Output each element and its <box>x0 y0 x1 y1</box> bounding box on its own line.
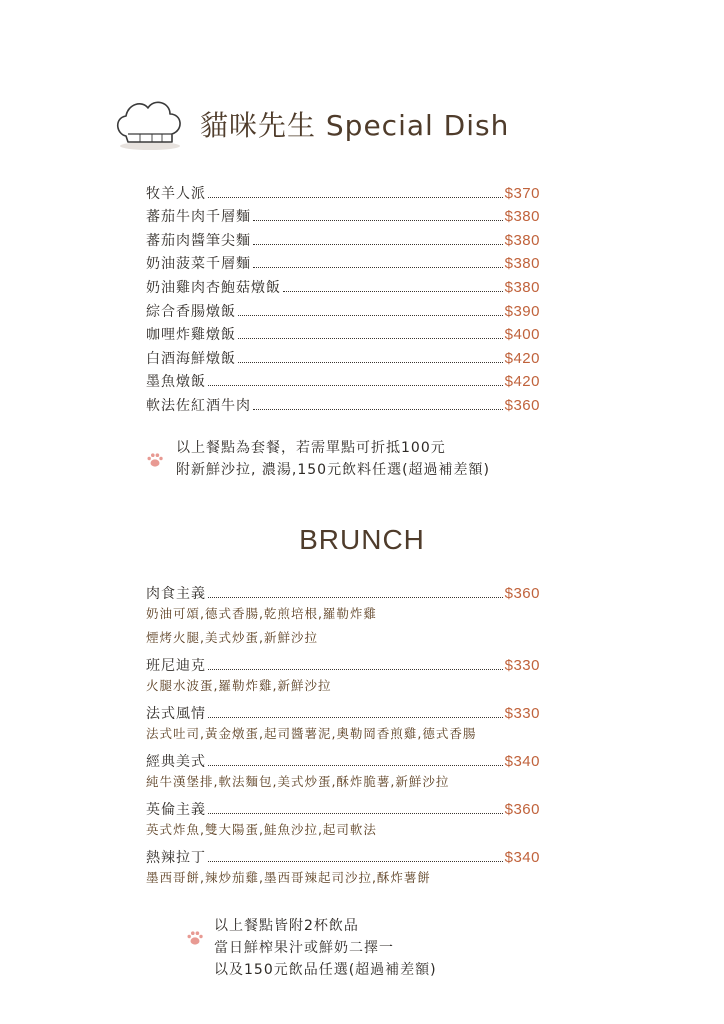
menu-item <box>146 320 540 344</box>
item-price: $380 <box>504 278 540 296</box>
leader-dots <box>253 219 503 221</box>
item-price: $380 <box>504 208 540 226</box>
menu-item <box>146 202 540 226</box>
item-price: $340 <box>504 752 540 770</box>
item-price: $370 <box>504 184 540 202</box>
item-price: $340 <box>504 848 540 866</box>
item-name: 蕃茄肉醬筆尖麵 <box>146 232 251 249</box>
leader-dots <box>208 860 503 862</box>
item-price: $330 <box>504 704 540 722</box>
menu-item <box>146 343 540 367</box>
leader-dots <box>283 290 503 292</box>
item-price: $420 <box>504 373 540 391</box>
special-title: 貓咪先生 Special Dish <box>200 109 510 142</box>
item-name: 牧羊人派 <box>146 185 206 202</box>
menu-item <box>146 578 540 602</box>
leader-dots <box>208 196 503 198</box>
item-description: 英式炸魚,雙大陽蛋,鮭魚沙拉,起司軟法 <box>146 821 377 837</box>
special-note-line1: 以上餐點為套餐，若需單點可折抵100元 <box>176 440 446 456</box>
leader-dots <box>253 408 503 410</box>
item-name: 墨魚燉飯 <box>146 374 206 391</box>
special-note-line2: 附新鮮沙拉, 濃湯,150元飲料任選(超過補差額) <box>176 462 490 478</box>
leader-dots <box>253 266 503 268</box>
item-price: $420 <box>504 349 540 367</box>
paw-icon <box>186 930 204 946</box>
item-name: 軟法佐紅酒牛肉 <box>146 397 251 414</box>
item-name: 肉食主義 <box>146 586 206 603</box>
item-description: 法式吐司,黃金燉蛋,起司醬薯泥,奧勒岡香煎雞,德式香腸 <box>146 725 477 741</box>
menu-item <box>146 650 540 674</box>
brunch-menu-list <box>146 578 540 890</box>
menu-item <box>146 249 540 273</box>
item-name: 奶油雞肉杏鮑菇燉飯 <box>146 279 281 296</box>
menu-item <box>146 296 540 320</box>
item-name: 綜合香腸燉飯 <box>146 303 236 320</box>
item-name: 班尼迪克 <box>146 657 206 674</box>
item-price: $390 <box>504 302 540 320</box>
menu-item <box>146 272 540 296</box>
item-name: 經典美式 <box>146 753 206 770</box>
chef-hat-icon <box>112 96 186 150</box>
brunch-note-line3: 以及150元飲品任選(超過補差額) <box>214 962 437 978</box>
item-description: 煙烤火腿,美式炒蛋,新鮮沙拉 <box>146 629 318 645</box>
item-name: 英倫主義 <box>146 801 206 818</box>
leader-dots <box>208 384 503 386</box>
brunch-note-line1: 以上餐點皆附2杯飲品 <box>214 918 359 934</box>
leader-dots <box>208 764 503 766</box>
menu-item <box>146 225 540 249</box>
item-description: 墨西哥餅,辣炒茄雞,墨西哥辣起司沙拉,酥炸薯餅 <box>146 869 431 885</box>
item-price: $360 <box>504 585 540 603</box>
leader-dots <box>208 812 503 814</box>
menu-item <box>146 746 540 770</box>
leader-dots <box>208 596 503 598</box>
menu-item <box>146 794 540 818</box>
leader-dots <box>238 337 503 339</box>
leader-dots <box>238 314 503 316</box>
item-price: $400 <box>504 326 540 344</box>
menu-item <box>146 178 540 202</box>
item-name: 蕃茄牛肉千層麵 <box>146 209 251 226</box>
item-description: 奶油可頌,德式香腸,乾煎培根,羅勒炸雞 <box>146 606 377 622</box>
paw-icon <box>146 452 164 468</box>
item-name: 奶油菠菜千層麵 <box>146 256 251 273</box>
leader-dots <box>253 243 503 245</box>
leader-dots <box>238 361 503 363</box>
item-price: $360 <box>504 800 540 818</box>
item-name: 法式風情 <box>146 705 206 722</box>
item-name: 白酒海鮮燉飯 <box>146 350 236 367</box>
menu-item <box>146 390 540 414</box>
special-menu-list <box>146 178 540 414</box>
item-price: $380 <box>504 231 540 249</box>
item-description: 火腿水波蛋,羅勒炸雞,新鮮沙拉 <box>146 677 332 693</box>
item-name: 熱辣拉丁 <box>146 849 206 866</box>
item-name: 咖哩炸雞燉飯 <box>146 327 236 344</box>
menu-item <box>146 842 540 866</box>
menu-item <box>146 367 540 391</box>
brunch-note-line2: 當日鮮榨果汁或鮮奶二擇一 <box>214 940 394 956</box>
leader-dots <box>208 716 503 718</box>
item-price: $380 <box>504 255 540 273</box>
brunch-title: BRUNCH <box>299 524 425 555</box>
menu-item <box>146 698 540 722</box>
item-description: 純牛漢堡排,軟法麵包,美式炒蛋,酥炸脆薯,新鮮沙拉 <box>146 773 450 789</box>
leader-dots <box>208 668 503 670</box>
item-price: $360 <box>504 396 540 414</box>
item-price: $330 <box>504 656 540 674</box>
